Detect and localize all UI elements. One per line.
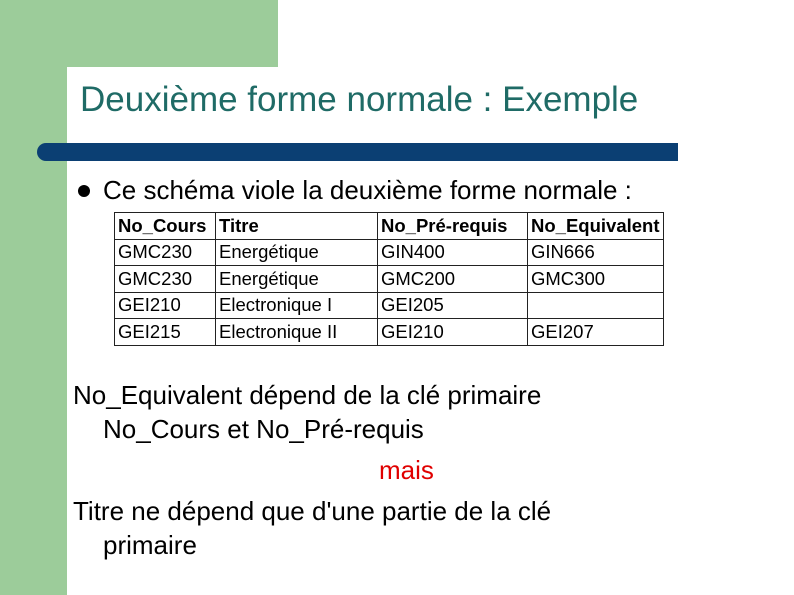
header-titre: Titre: [216, 213, 378, 240]
dependency-line-2: No_Cours et No_Pré-requis: [103, 414, 424, 444]
header-no-cours: No_Cours: [115, 213, 216, 240]
cell-no-cours: GMC230: [115, 239, 216, 266]
table-row: [115, 319, 664, 346]
cell-no-equivalent: GEI207: [528, 319, 664, 346]
cell-no-equivalent: GMC300: [528, 266, 664, 293]
cell-titre: Energétique: [216, 239, 378, 266]
slide-title: Deuxième forme normale : Exemple: [80, 80, 639, 119]
cell-titre: Energétique: [216, 266, 378, 293]
table-row: [115, 239, 664, 266]
cell-no-pre-requis: GMC200: [378, 266, 528, 293]
dependency-line-4: primaire: [103, 530, 197, 560]
schema-table: [114, 212, 664, 346]
cell-no-equivalent: [528, 292, 664, 319]
cell-no-pre-requis: GEI205: [378, 292, 528, 319]
cell-no-equivalent: GIN666: [528, 239, 664, 266]
green-side-band: [0, 0, 67, 595]
dependency-line-1: No_Equivalent dépend de la clé primaire: [73, 380, 542, 410]
table-row: [115, 266, 664, 293]
table-row: [115, 292, 664, 319]
header-no-equivalent: No_Equivalent: [528, 213, 664, 240]
cell-no-cours: GMC230: [115, 266, 216, 293]
green-top-band: [0, 0, 278, 67]
table-header-row: [115, 213, 664, 240]
title-rule: [37, 143, 678, 161]
mais-connector: mais: [379, 455, 434, 485]
cell-titre: Electronique II: [216, 319, 378, 346]
cell-no-cours: GEI210: [115, 292, 216, 319]
cell-no-pre-requis: GEI210: [378, 319, 528, 346]
dependency-line-3: Titre ne dépend que d'une partie de la clé: [73, 496, 552, 526]
bullet-text: Ce schéma viole la deuxième forme normale :: [103, 175, 632, 205]
cell-no-cours: GEI215: [115, 319, 216, 346]
cell-titre: Electronique I: [216, 292, 378, 319]
bullet-icon: [78, 185, 90, 197]
header-no-pre-requis: No_Pré-requis: [378, 213, 528, 240]
cell-no-pre-requis: GIN400: [378, 239, 528, 266]
